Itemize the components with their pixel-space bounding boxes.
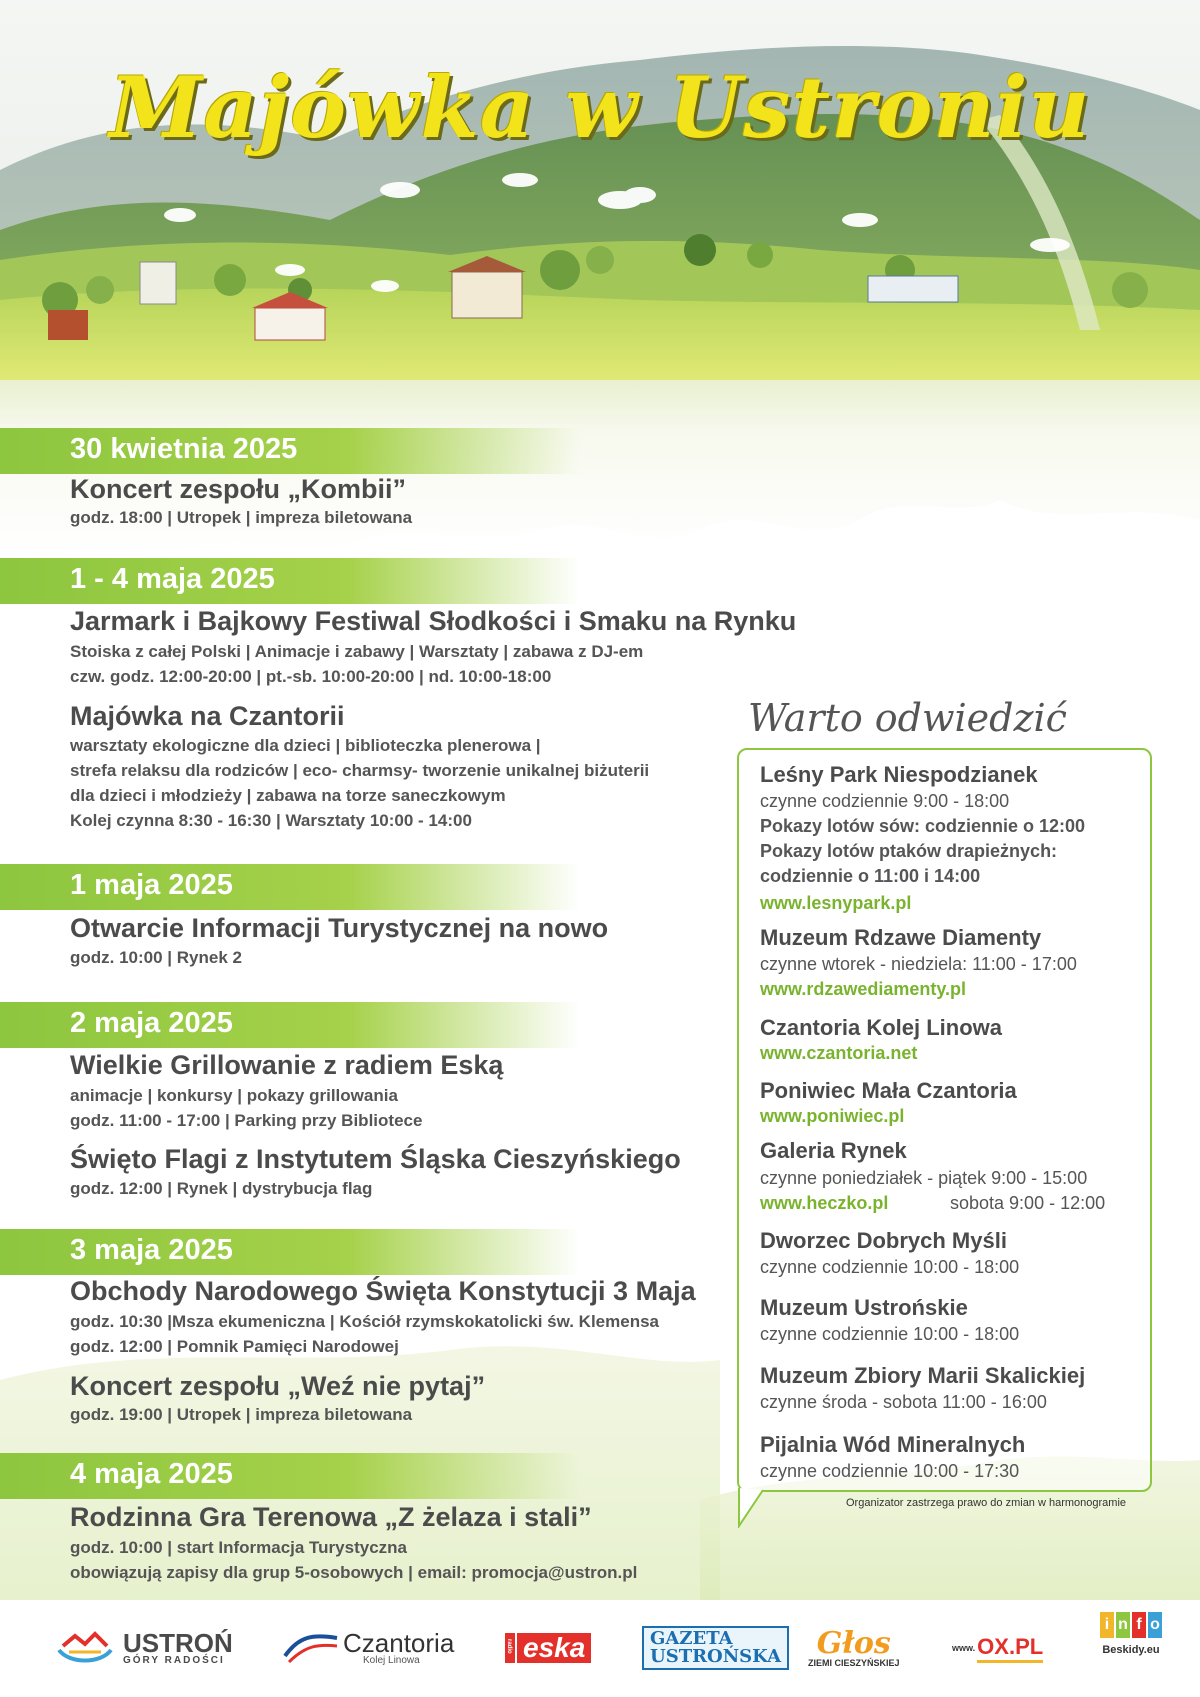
date-bar-4-may: [0, 1453, 580, 1499]
event-title: Święto Flagi z Instytutem Śląska Cieszyńskiego: [70, 1144, 681, 1174]
event-title: Koncert zespołu „Weź nie pytaj”: [70, 1371, 486, 1401]
event-details: godz. 10:30 |Msza ekumeniczna | Kościół rzymskokatolicki św. Klemensa: [70, 1312, 659, 1331]
event-details: godz. 10:00 | Rynek 2: [70, 948, 242, 967]
czantoria-tagline: Kolej Linowa: [363, 1655, 420, 1666]
hero-banner: [0, 0, 1200, 400]
sponsor-logos: [0, 1606, 1200, 1697]
place-hours: czynne poniedziałek - piątek 9:00 - 15:00: [760, 1168, 1088, 1188]
info-beskidy-logo[interactable]: [1100, 1612, 1162, 1672]
place-url-link[interactable]: www.lesnypark.pl: [760, 893, 912, 913]
place-hours: czynne codziennie 10:00 - 17:30: [760, 1461, 1020, 1481]
glos-tagline: ZIEMI CIESZYŃSKIEJ: [808, 1657, 900, 1668]
place-name: Leśny Park Niespodzianek: [760, 762, 1038, 787]
event-title: Rodzinna Gra Terenowa „Z żelaza i stali”: [70, 1502, 592, 1532]
place-url-link[interactable]: www.poniwiec.pl: [760, 1106, 905, 1126]
place-hours: czynne środa - sobota 11:00 - 16:00: [760, 1392, 1047, 1412]
event-details: dla dzieci i młodzieży | zabawa na torze saneczkowym: [70, 786, 506, 805]
place-name: Muzeum Ustrońskie: [760, 1295, 968, 1320]
event-details: godz. 11:00 - 17:00 | Parking przy Bibliotece: [70, 1111, 423, 1130]
date-label: 1 maja 2025: [70, 869, 233, 901]
date-label: 2 maja 2025: [70, 1007, 233, 1039]
event-title: Wielkie Grillowanie z radiem Eską: [70, 1050, 504, 1080]
place-name: Dworzec Dobrych Myśli: [760, 1228, 1007, 1253]
ustron-name: USTROŃ: [123, 1628, 233, 1658]
eska-tagline: radio: [506, 1639, 512, 1654]
event-details: animacje | konkursy | pokazy grillowania: [70, 1086, 398, 1105]
date-bar-2-may: [0, 1002, 580, 1048]
event-details: warsztaty ekologiczne dla dzieci | biblioteczka plenerowa |: [70, 736, 541, 755]
event-title: Koncert zespołu „Kombii”: [70, 474, 407, 504]
ustron-tagline: GÓRY RADOŚCI: [123, 1655, 225, 1666]
czantoria-logo[interactable]: [283, 1618, 454, 1678]
info-tagline: Beskidy.eu: [1102, 1644, 1160, 1656]
place-name: Muzeum Zbiory Marii Skalickiej: [760, 1363, 1086, 1388]
date-bar-3-may: [0, 1229, 580, 1275]
place-name: Czantoria Kolej Linowa: [760, 1015, 1003, 1040]
date-bar-1-4-may: [0, 558, 580, 604]
place-name: Muzeum Rdzawe Diamenty: [760, 925, 1042, 950]
glos-name: Głos: [816, 1625, 891, 1661]
info-letter: n: [1116, 1612, 1130, 1638]
date-bar-30-april: [0, 428, 580, 474]
place-hours: czynne codziennie 10:00 - 18:00: [760, 1324, 1020, 1344]
event-title: Obchody Narodowego Święta Konstytucji 3 Maja: [70, 1276, 696, 1306]
place-name: Poniwiec Mała Czantoria: [760, 1078, 1017, 1103]
place-url-link[interactable]: www.heczko.pl: [760, 1193, 889, 1213]
event-details: godz. 10:00 | start Informacja Turystyczna: [70, 1538, 407, 1557]
event-details: obowiązują zapisy dla grup 5-osobowych | email: promocja@ustron.pl: [70, 1563, 638, 1582]
eska-name: eska: [517, 1633, 591, 1663]
ustron-mountain-icon: [55, 1628, 115, 1668]
ox-pl-logo[interactable]: [952, 1618, 1043, 1678]
event-details: godz. 12:00 | Pomnik Pamięci Narodowej: [70, 1337, 399, 1356]
ustron-logo[interactable]: [55, 1618, 233, 1678]
place-name: Galeria Rynek: [760, 1138, 907, 1163]
czantoria-name: Czantoria: [343, 1628, 455, 1658]
gazeta-ustronska-logo[interactable]: [642, 1618, 789, 1678]
glos-logo[interactable]: [808, 1618, 900, 1678]
gazeta-line2: USTROŃSKA: [650, 1646, 782, 1667]
event-details: godz. 12:00 | Rynek | dystrybucja flag: [70, 1179, 373, 1198]
disclaimer-note: Organizator zastrzega prawo do zmian w harmonogramie: [846, 1497, 1127, 1509]
place-url-link[interactable]: www.rdzawediamenty.pl: [760, 979, 967, 999]
event-title: Jarmark i Bajkowy Festiwal Słodkości i Smaku na Rynku: [70, 606, 797, 636]
place-hours: czynne wtorek - niedziela: 11:00 - 17:00: [760, 954, 1077, 974]
event-details: Stoiska z całej Polski | Animacje i zabawy | Warsztaty | zabawa z DJ-em: [70, 642, 644, 661]
date-label: 3 maja 2025: [70, 1234, 233, 1266]
date-label: 30 kwietnia 2025: [70, 433, 298, 465]
info-letter: f: [1132, 1612, 1146, 1638]
info-letter: o: [1148, 1612, 1162, 1638]
info-letter: i: [1100, 1612, 1114, 1638]
event-details: Kolej czynna 8:30 - 16:30 | Warsztaty 10:00 - 14:00: [70, 811, 472, 830]
speech-tail-icon: [737, 1488, 767, 1528]
gazeta-line1: GAZETA: [650, 1628, 733, 1649]
event-details: czw. godz. 12:00-20:00 | pt.-sb. 10:00-20:00 | nd. 10:00-18:00: [70, 667, 552, 686]
sidebar-heading: Warto odwiedzić: [748, 696, 1067, 740]
place-hours: czynne codziennie 10:00 - 18:00: [760, 1257, 1020, 1277]
eska-logo[interactable]: [505, 1618, 591, 1678]
ox-prefix: www.: [952, 1643, 976, 1653]
place-info: codziennie o 11:00 i 14:00: [760, 866, 981, 886]
date-bar-1-may: [0, 864, 580, 910]
date-label: 4 maja 2025: [70, 1458, 233, 1490]
page-title: Majówka w Ustroniu: [109, 58, 1091, 157]
event-title: Otwarcie Informacji Turystycznej na nowo: [70, 913, 609, 943]
event-details: strefa relaksu dla rodziców | eco- charmsy- tworzenie unikalnej biżuterii: [70, 761, 650, 780]
place-url-link[interactable]: www.czantoria.net: [760, 1043, 918, 1063]
event-title: Majówka na Czantorii: [70, 701, 345, 731]
event-details: godz. 19:00 | Utropek | impreza biletowana: [70, 1405, 413, 1424]
place-info: Pokazy lotów ptaków drapieżnych:: [760, 841, 1058, 861]
place-info: Pokazy lotów sów: codziennie o 12:00: [760, 816, 1086, 836]
event-details: godz. 18:00 | Utropek | impreza biletowana: [70, 508, 413, 527]
ox-name: OX.PL: [977, 1634, 1043, 1663]
place-hours: czynne codziennie 9:00 - 18:00: [760, 791, 1010, 811]
place-hours: sobota 9:00 - 12:00: [950, 1193, 1106, 1213]
cable-car-icon: [283, 1630, 339, 1666]
place-name: Pijalnia Wód Mineralnych: [760, 1432, 1026, 1457]
date-label: 1 - 4 maja 2025: [70, 563, 275, 595]
